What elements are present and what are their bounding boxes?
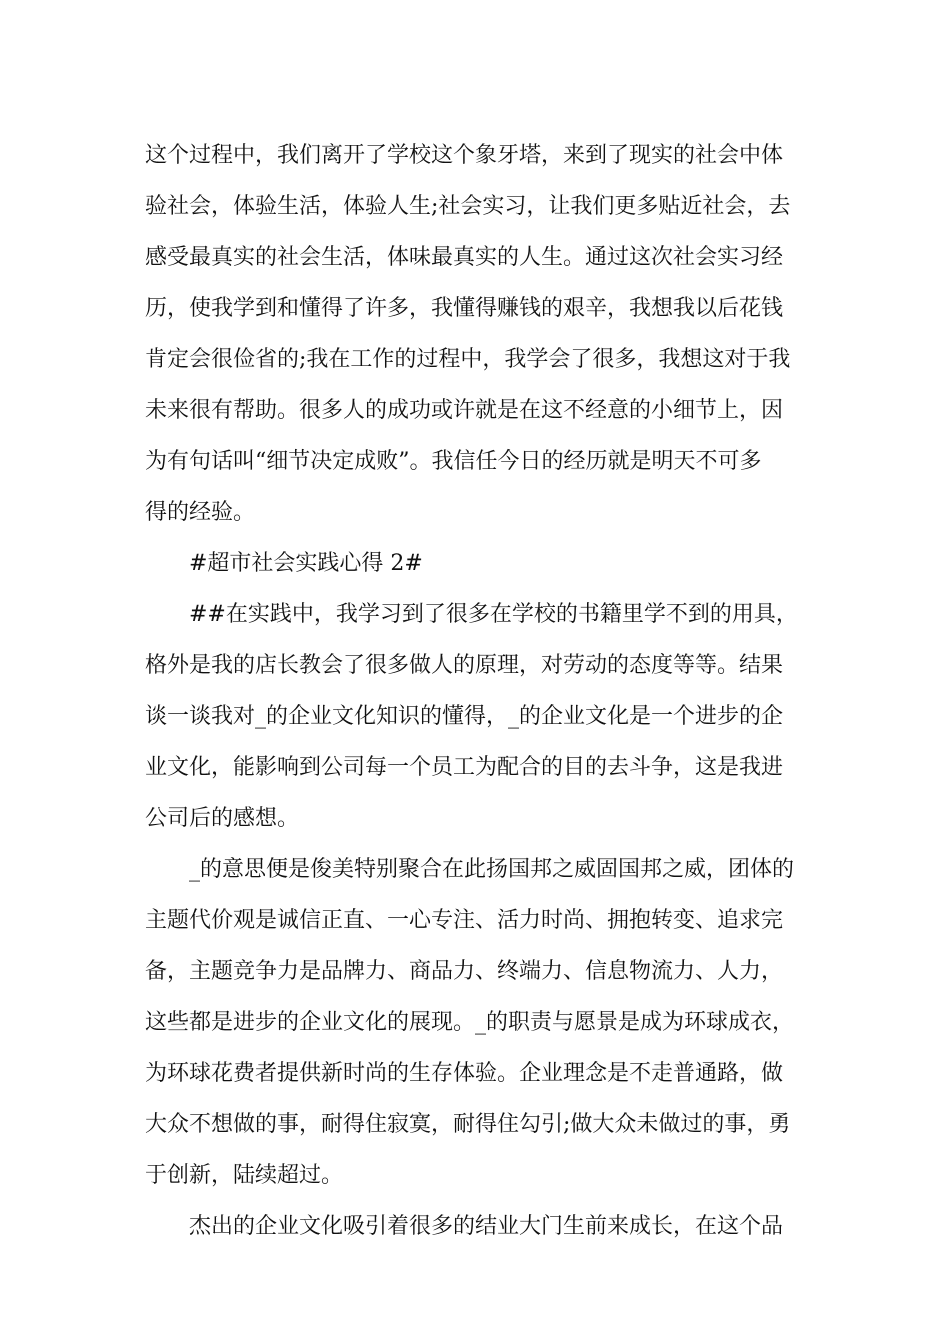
paragraph-3-line-2: 备，主题竞争力是品牌力、商品力、终端力、信息物流力、人力， [145, 959, 784, 984]
paragraph-3-line-1: 主题代价观是诚信正直、一心专注、活力时尚、拥抱转变、追求完 [145, 908, 784, 933]
paragraph-0-line-0: 这个过程中，我们离开了学校这个象牙塔，来到了现实的社会中体 [145, 143, 784, 168]
paragraph-2-line-4: 公司后的感想。 [145, 806, 300, 831]
paragraph-1-line-0: #超市社会实践心得 2# [189, 551, 423, 576]
paragraph-0-line-3: 历，使我学到和懂得了许多，我懂得赚钱的艰辛，我想我以后花钱 [145, 296, 784, 321]
paragraph-0-line-5: 未来很有帮助。很多人的成功或许就是在这不经意的小细节上，因 [145, 398, 784, 423]
paragraph-0-line-7: 得的经验。 [145, 500, 256, 525]
paragraph-0-line-6: 为有句话叫“细节决定成败”。我信任今日的经历就是明天不可多 [145, 449, 762, 474]
paragraph-0-line-4: 肯定会很俭省的;我在工作的过程中，我学会了很多，我想这对于我 [145, 347, 791, 372]
paragraph-3-line-0: _的意思便是俊美特别聚合在此扬国邦之威固国邦之威，团体的 [189, 857, 795, 882]
paragraph-0-line-1: 验社会，体验生活，体验人生;社会实习，让我们更多贴近社会，去 [145, 194, 791, 219]
paragraph-2-line-0: ##在实践中，我学习到了很多在学校的书籍里学不到的用具， [189, 602, 798, 627]
paragraph-2-line-1: 格外是我的店长教会了很多做人的原理，对劳动的态度等等。结果 [145, 653, 784, 678]
paragraph-2-line-3: 业文化，能影响到公司每一个员工为配合的目的去斗争，这是我进 [145, 755, 784, 780]
paragraph-3-line-6: 于创新，陆续超过。 [145, 1163, 344, 1188]
paragraph-3-line-3: 这些都是进步的企业文化的展现。_的职责与愿景是成为环球成衣， [145, 1010, 795, 1035]
paragraph-0-line-2: 感受最真实的社会生活，体味最真实的人生。通过这次社会实习经 [145, 245, 784, 270]
paragraph-4-line-0: 杰出的企业文化吸引着很多的结业大门生前来成长，在这个品 [189, 1214, 784, 1239]
document-body [145, 130, 815, 1252]
paragraph-2-line-2: 谈一谈我对_的企业文化知识的懂得，_的企业文化是一个进步的企 [145, 704, 784, 729]
paragraph-3-line-5: 大众不想做的事，耐得住寂寞，耐得住勾引;做大众未做过的事，勇 [145, 1112, 791, 1137]
paragraph-3-line-4: 为环球花费者提供新时尚的生存体验。企业理念是不走普通路，做 [145, 1061, 784, 1086]
